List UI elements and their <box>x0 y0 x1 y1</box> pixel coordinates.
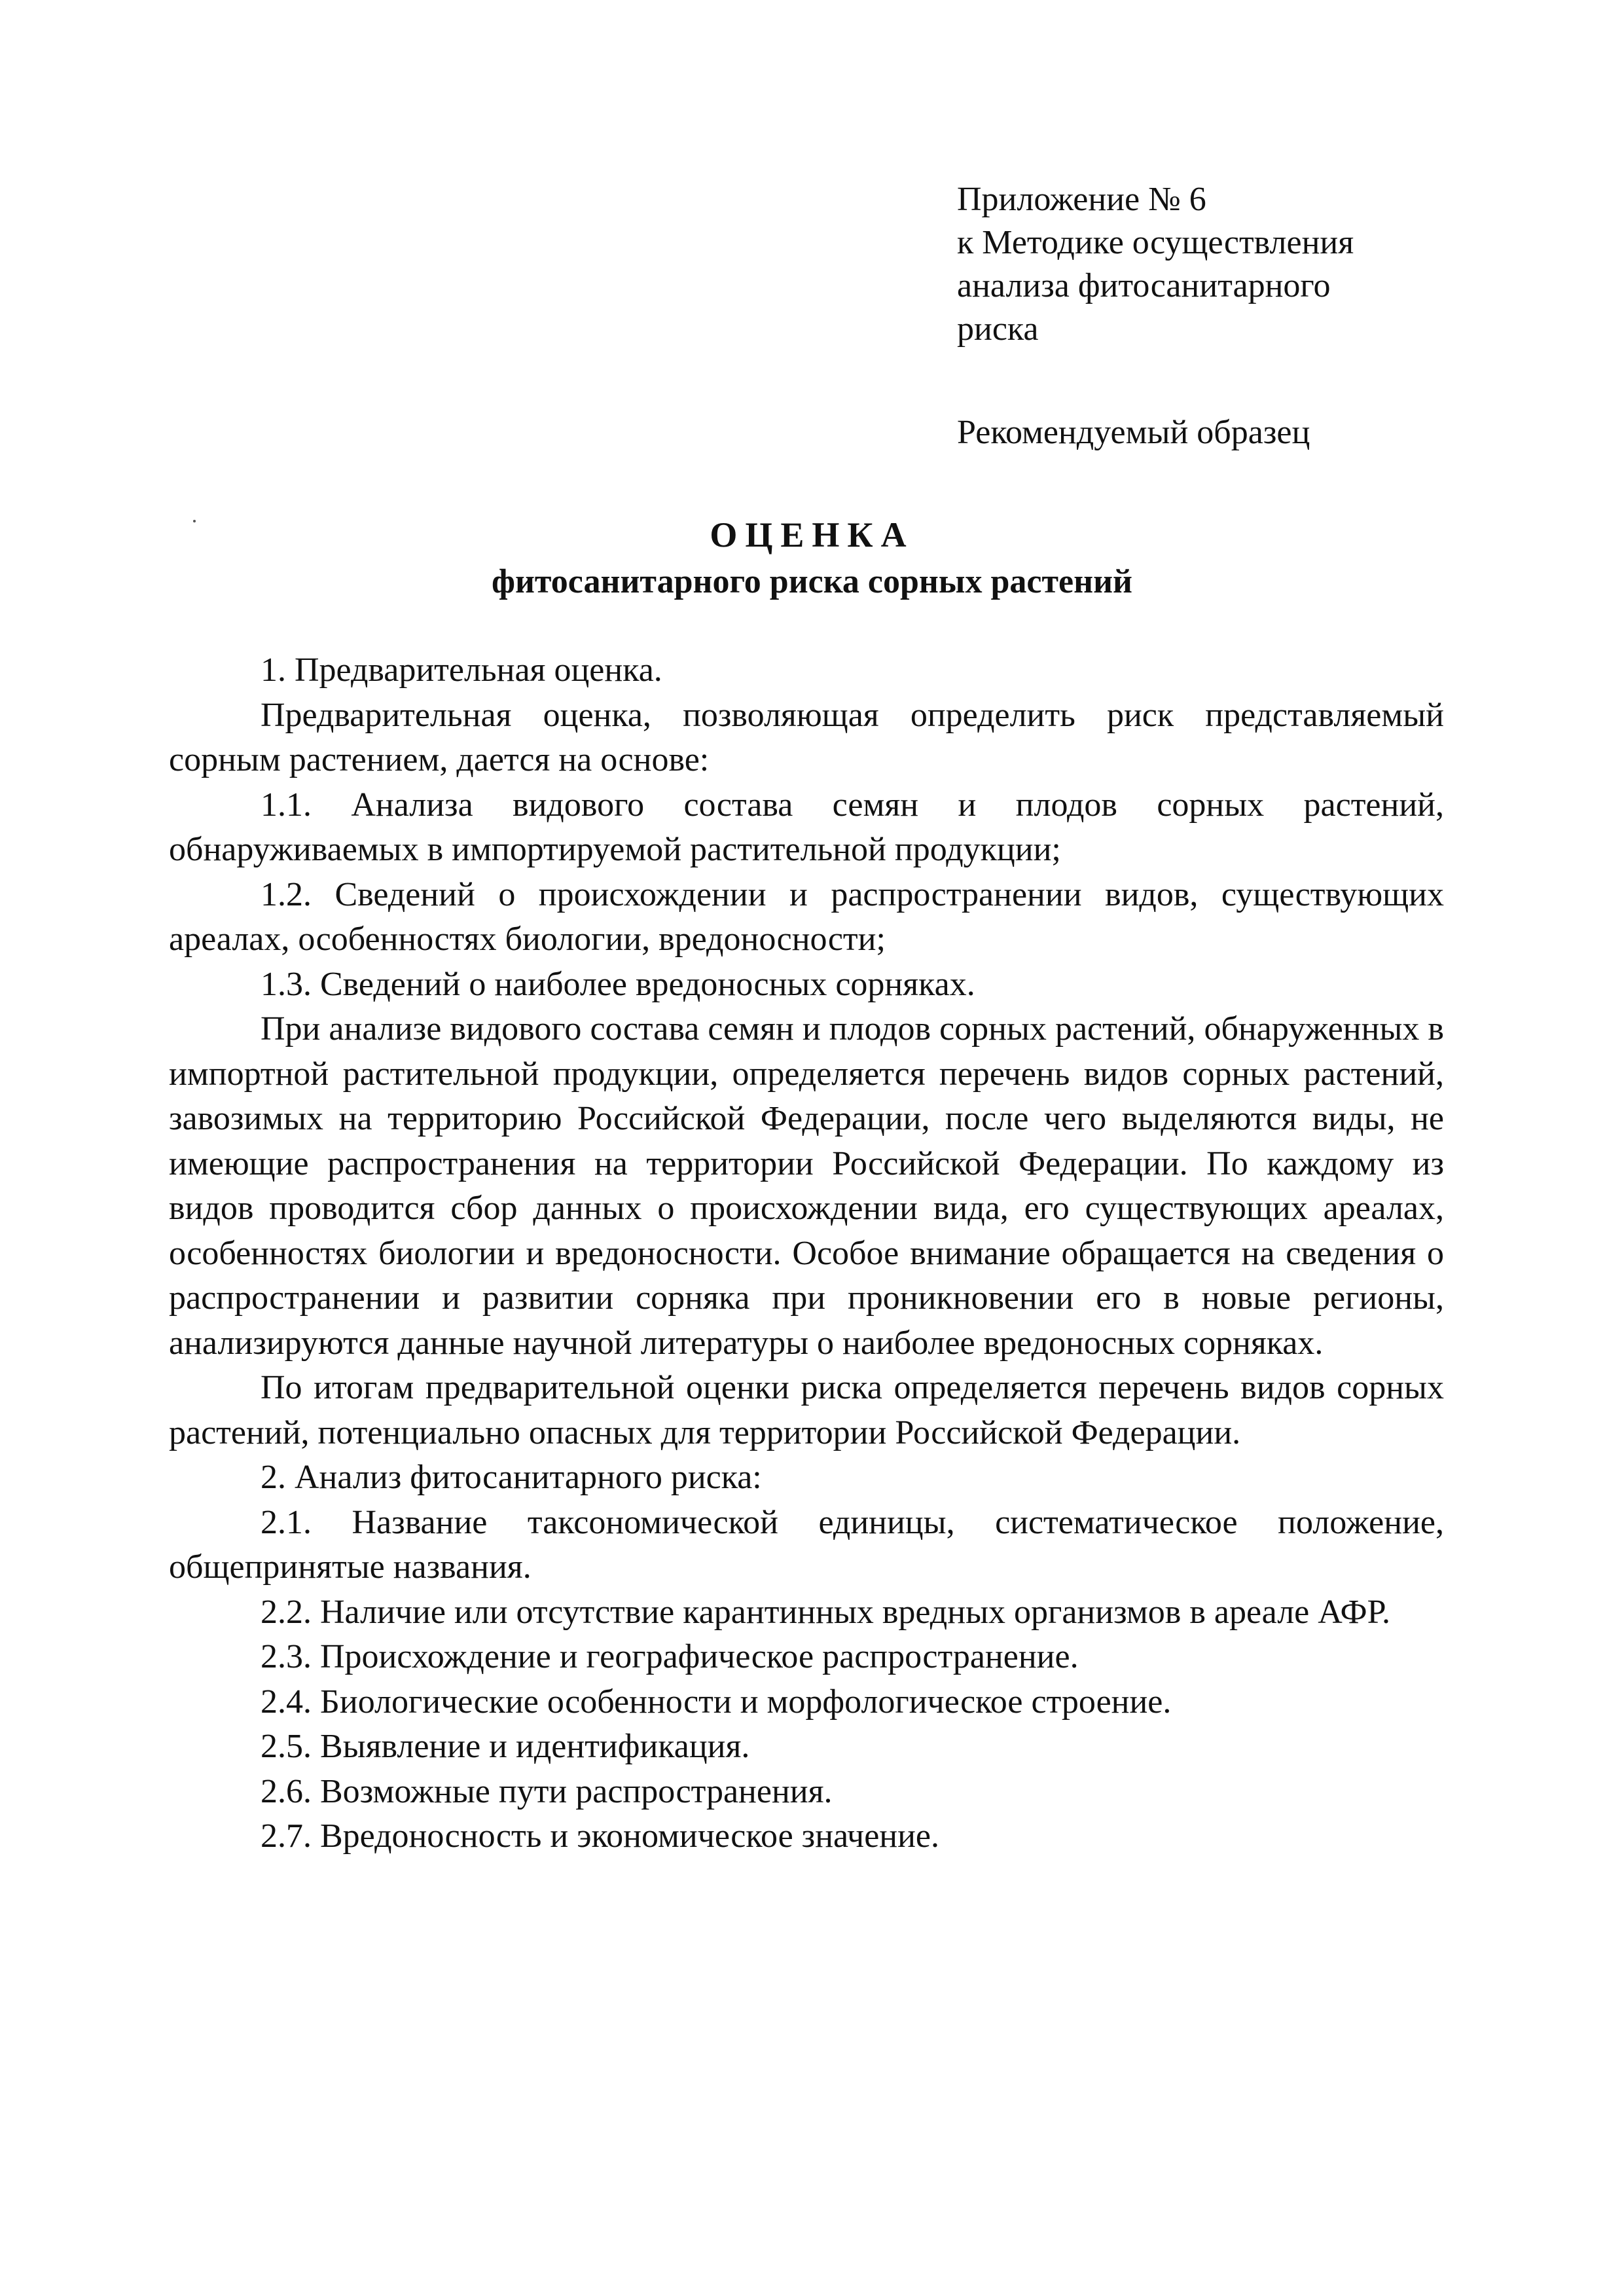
appendix-line: к Методике осуществления <box>957 224 1354 261</box>
paragraph-intro: Предварительная оценка, позволяющая определить риск представляемый сорным растением, дается на основе: <box>169 696 1444 778</box>
paragraph-1-2: 1.2. Сведений о происхождении и распространении видов, существующих ареалах, особенностях биологии, вредоносности; <box>169 875 1444 958</box>
sample-label: Рекомендуемый образец <box>957 414 1310 451</box>
appendix-header <box>957 178 1546 351</box>
paragraph-2-5: 2.5. Выявление и идентификация. <box>261 1728 750 1765</box>
document-title: ОЦЕНКА <box>710 515 914 555</box>
paragraph-2-7: 2.7. Вредоносность и экономическое значение. <box>261 1817 940 1855</box>
paragraph-2-1: 2.1. Название таксономической единицы, систематическое положение, общепринятые названия. <box>169 1503 1444 1586</box>
paragraph-section-2: 2. Анализ фитосанитарного риска: <box>261 1459 762 1496</box>
paragraph-section-1: 1. Предварительная оценка. <box>261 651 662 689</box>
paragraph-1-1: 1.1. Анализа видового состава семян и плодов сорных растений, обнаруживаемых в импортируемой растительной продукции; <box>169 786 1444 868</box>
paragraph-2-6: 2.6. Возможные пути распространения. <box>261 1772 833 1810</box>
appendix-line: анализа фитосанитарного <box>957 267 1331 304</box>
appendix-line: Приложение № 6 <box>957 181 1206 218</box>
paragraph-summary: По итогам предварительной оценки риска определяется перечень видов сорных растений, потенциально опасных для территории Российской Федерации. <box>169 1369 1444 1451</box>
paragraph-2-4: 2.4. Биологические особенности и морфологическое строение. <box>261 1683 1172 1721</box>
paragraph-2-2: 2.2. Наличие или отсутствие карантинных вредных организмов в ареале АФР. <box>261 1593 1391 1631</box>
appendix-line: риска <box>957 310 1039 348</box>
document-body <box>169 648 1444 1859</box>
paragraph-1-3: 1.3. Сведений о наиболее вредоносных сорняках. <box>261 965 975 1003</box>
paragraph-2-3: 2.3. Происхождение и географическое распространение. <box>261 1638 1079 1675</box>
paragraph-analysis: При анализе видового состава семян и плодов сорных растений, обнаруженных в импортной растительной продукции, определяется перечень видов сорных растений, завозимых на территорию Российской Федерации, после чего выделяются виды, не имеющие распространения на территории Российской Федерации. По каждому из видов проводится сбор данных о происхождении вида, его существующих ареалах, особенностях биологии и вредоносности. Особое внимание обращается на сведения о распространении и развитии сорняка при проникновении его в новые регионы, анализируются данные научной литературы о наиболее вредоносных сорняках. <box>169 1010 1444 1362</box>
document-subtitle: фитосанитарного риска сорных растений <box>491 563 1132 600</box>
